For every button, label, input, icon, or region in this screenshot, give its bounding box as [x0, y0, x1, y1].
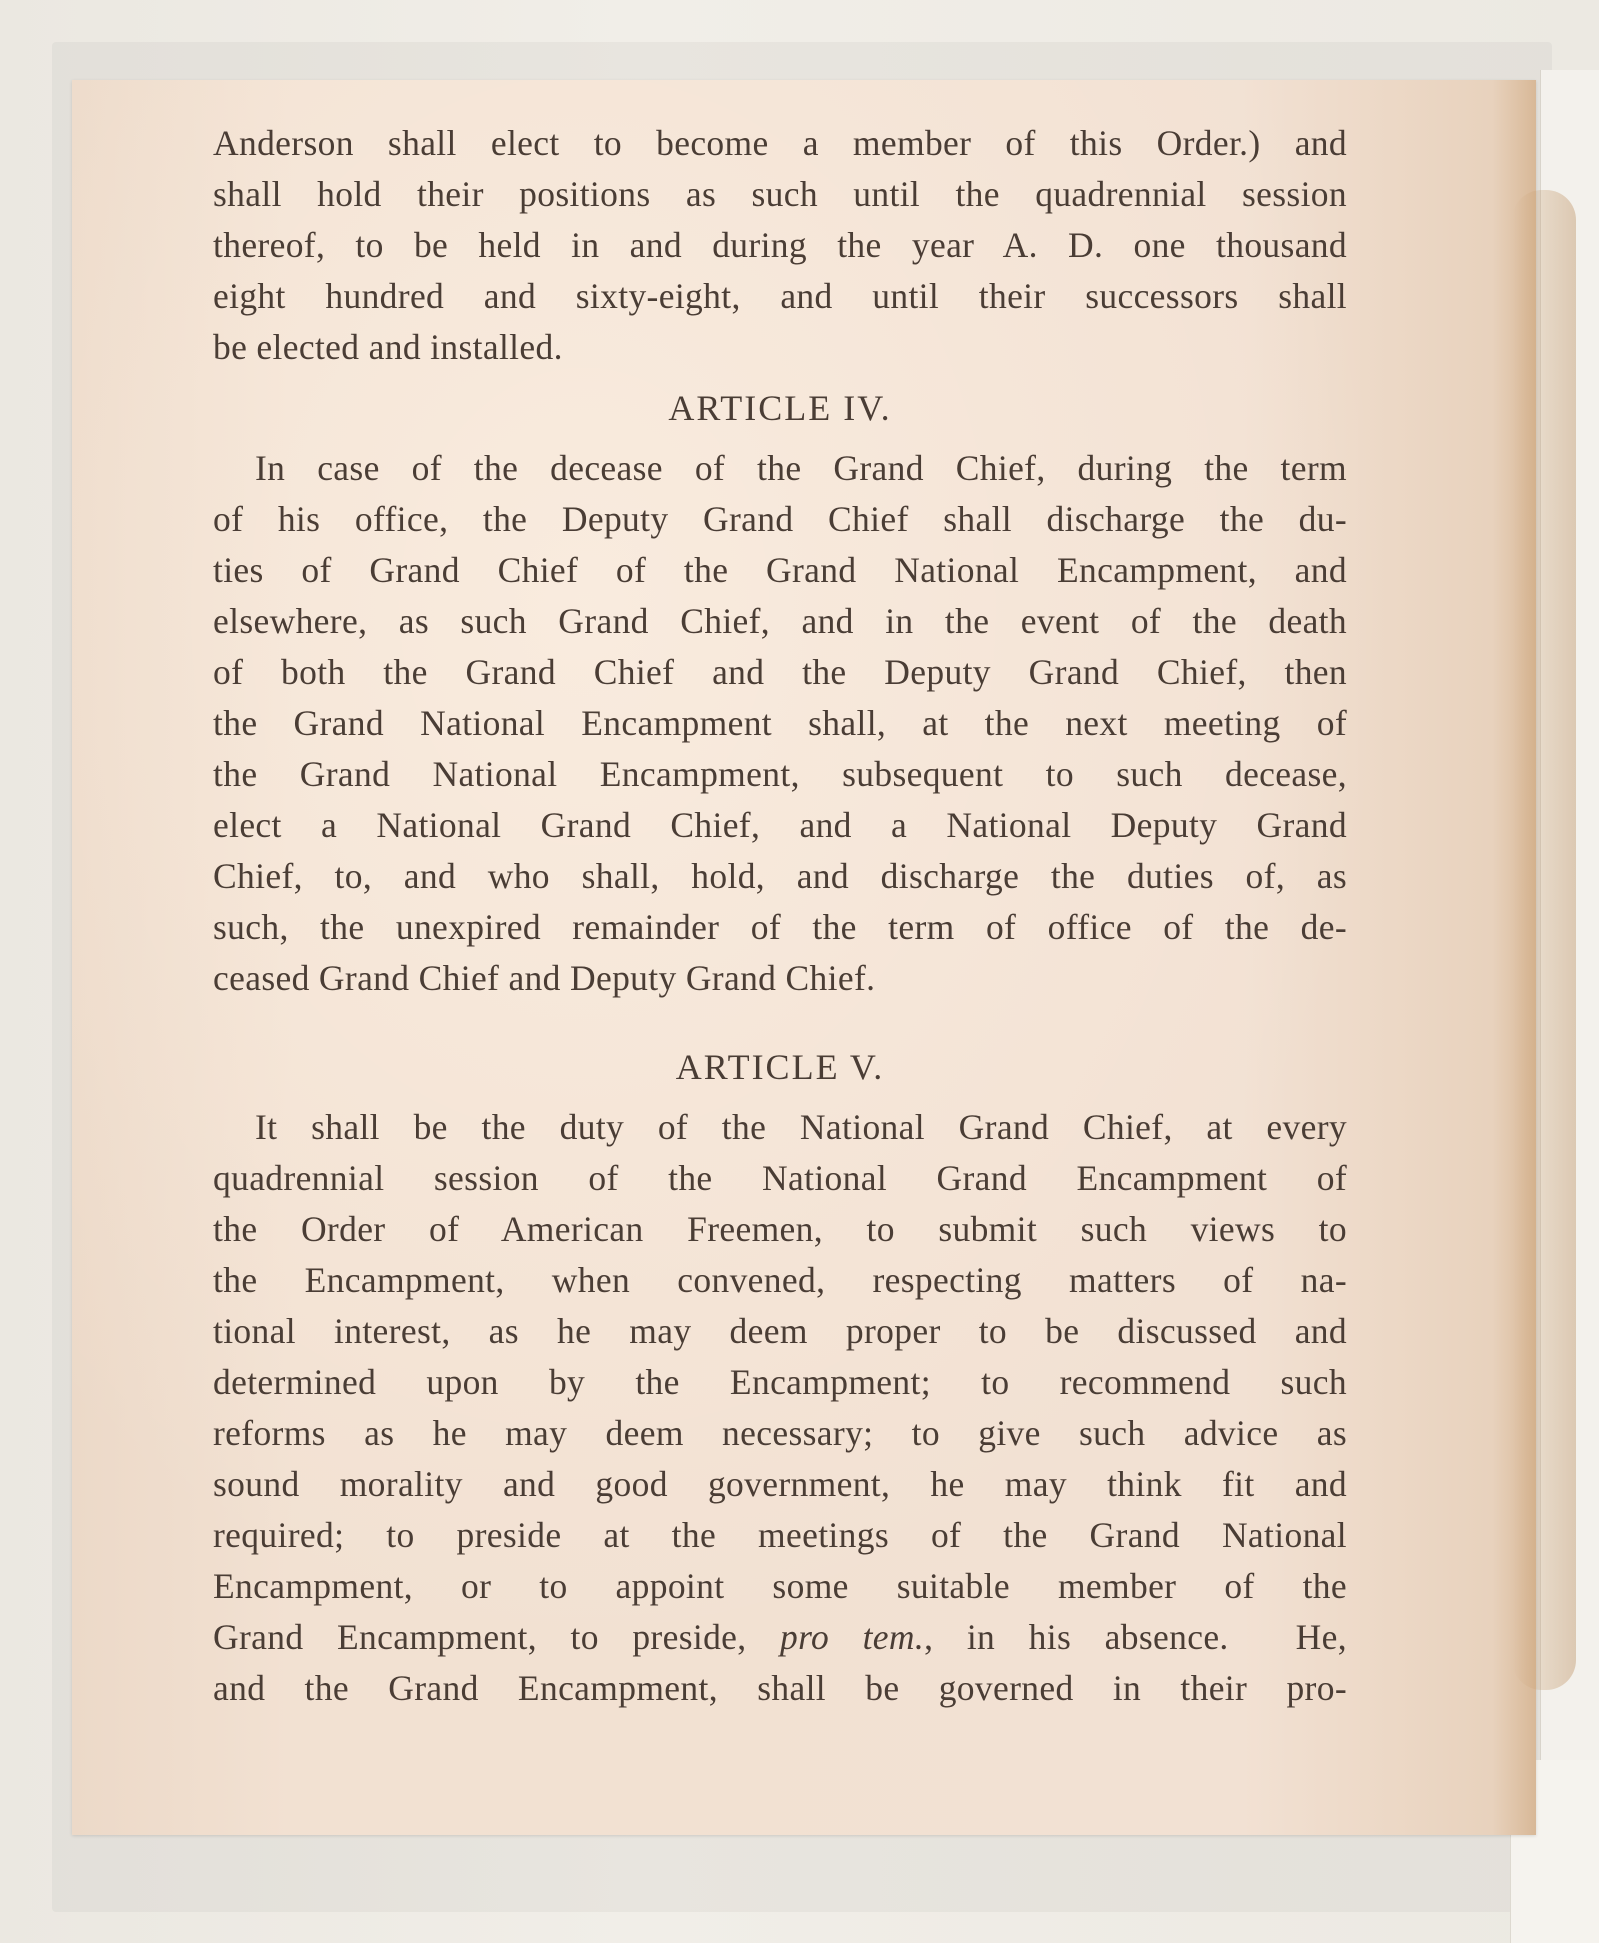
- text-line: the Encampment, when convened, respecting matters of na-: [213, 1260, 1347, 1300]
- text-line: thereof, to be held in and during the year A. D. one thousand: [213, 225, 1347, 265]
- text-segment: , in his absence. He,: [924, 1617, 1347, 1657]
- text-segment: Grand Encampment, to preside,: [213, 1617, 781, 1657]
- text-line: elsewhere, as such Grand Chief, and in the event of the death: [213, 601, 1347, 641]
- article-v-paragraph: [213, 1102, 1347, 1714]
- text-line: Chief, to, and who shall, hold, and discharge the duties of, as: [213, 856, 1347, 896]
- document-text: [213, 118, 1347, 1714]
- text-line: of both the Grand Chief and the Deputy Grand Chief, then: [213, 652, 1347, 692]
- text-line: the Order of American Freemen, to submit such views to: [213, 1209, 1347, 1249]
- article-iv-heading: ARTICLE IV.: [668, 388, 892, 428]
- text-line: eight hundred and sixty-eight, and until their successors shall: [213, 276, 1347, 316]
- text-line: Encampment, or to appoint some suitable member of the: [213, 1566, 1347, 1606]
- text-line: be elected and installed.: [213, 327, 563, 367]
- mount-card-right: [1540, 70, 1599, 1870]
- article-iv-paragraph: [213, 443, 1347, 1004]
- text-line: [213, 1612, 1347, 1663]
- text-line: such, the unexpired remainder of the term of office of the de-: [213, 907, 1347, 947]
- text-line: ties of Grand Chief of the Grand National Encampment, and: [213, 550, 1347, 590]
- text-line: determined upon by the Encampment; to recommend such: [213, 1362, 1347, 1402]
- text-line: reforms as he may deem necessary; to give such advice as: [213, 1413, 1347, 1453]
- text-line: required; to preside at the meetings of the Grand National: [213, 1515, 1347, 1555]
- text-line: sound morality and good government, he may think fit and: [213, 1464, 1347, 1504]
- text-line: quadrennial session of the National Grand Encampment of: [213, 1158, 1347, 1198]
- article-v-heading: ARTICLE V.: [675, 1047, 885, 1087]
- paragraph-continuation: [213, 118, 1347, 373]
- text-line: tional interest, as he may deem proper to be discussed and: [213, 1311, 1347, 1351]
- text-line: It shall be the duty of the National Grand Chief, at every: [255, 1107, 1347, 1147]
- text-line: elect a National Grand Chief, and a National Deputy Grand: [213, 805, 1347, 845]
- text-line: Anderson shall elect to become a member of this Order.) and: [213, 123, 1347, 163]
- text-line: shall hold their positions as such until the quadrennial session: [213, 174, 1347, 214]
- text-line: the Grand National Encampment shall, at the next meeting of: [213, 703, 1347, 743]
- text-line: of his office, the Deputy Grand Chief shall discharge the du-: [213, 499, 1347, 539]
- text-line: In case of the decease of the Grand Chief, during the term: [255, 448, 1347, 488]
- text-line: and the Grand Encampment, shall be governed in their pro-: [213, 1668, 1347, 1708]
- text-line: ceased Grand Chief and Deputy Grand Chief.: [213, 958, 876, 998]
- italic-phrase: pro tem.: [780, 1617, 925, 1657]
- text-line: the Grand National Encampment, subsequent to such decease,: [213, 754, 1347, 794]
